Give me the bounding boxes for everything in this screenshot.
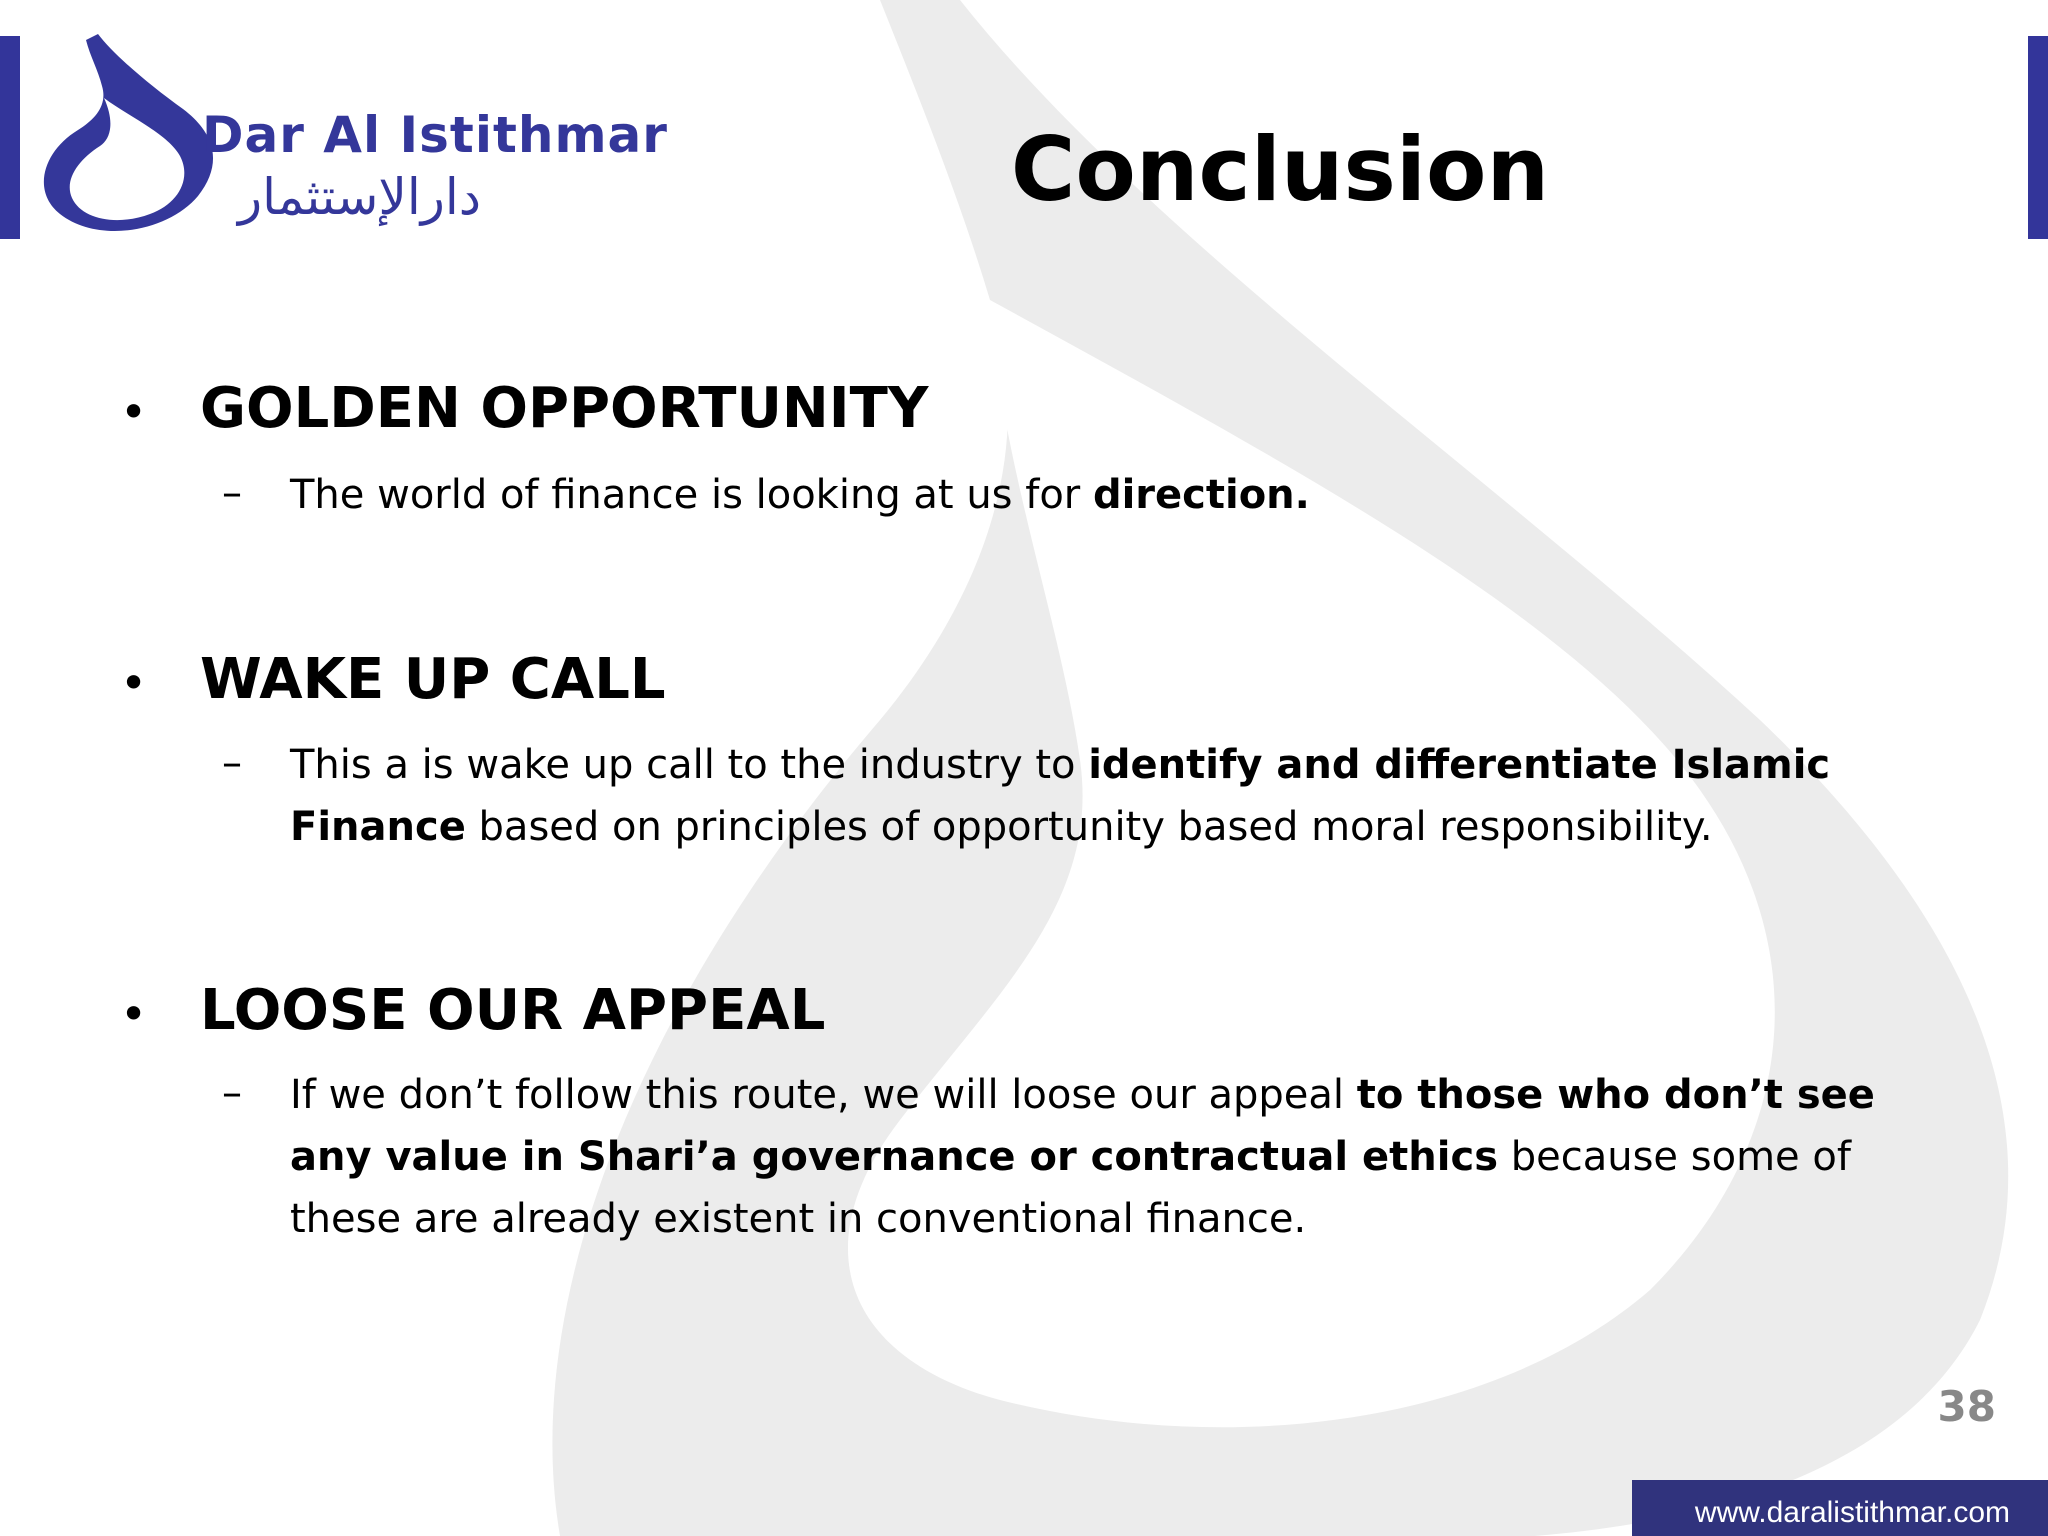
section-heading: WAKE UP CALL — [200, 647, 666, 712]
bullet-icon: • — [120, 385, 148, 439]
body-text: because some of these are already existent in conventional finance. — [290, 1134, 1851, 1242]
logo-name-english: Dar Al Istithmar — [202, 106, 668, 164]
body-text: If we don’t follow this route, we will loose our appeal — [290, 1072, 1357, 1118]
section-text — [290, 464, 1930, 526]
emphasis-text: identify and differentiate Islamic Finance — [290, 742, 1831, 850]
dash-icon: – — [222, 1070, 242, 1116]
footer-bar — [1632, 1480, 2048, 1536]
emphasis-text: to those who don’t see any value in Shari’a governance or contractual ethics — [290, 1072, 1875, 1180]
body-text: This a is wake up call to the industry to — [290, 742, 1089, 788]
body-text: The world of finance is looking at us for — [290, 472, 1093, 518]
section-heading: LOOSE OUR APPEAL — [200, 978, 826, 1043]
dash-icon: – — [222, 740, 242, 786]
bullet-icon: • — [120, 656, 148, 710]
page-number: 38 — [1937, 1382, 1996, 1431]
logo-name-arabic: دارالإستثمار — [238, 168, 482, 226]
section-text — [290, 1064, 1930, 1250]
bullet-icon: • — [120, 987, 148, 1041]
section-text — [290, 734, 1930, 858]
emphasis-text: direction. — [1092, 472, 1310, 518]
website-link[interactable]: www.daralistithmar.com — [1694, 1496, 2010, 1529]
section-heading: GOLDEN OPPORTUNITY — [200, 376, 929, 441]
dash-icon: – — [222, 470, 242, 516]
slide-title: Conclusion — [1010, 118, 1550, 221]
body-text: based on principles of opportunity based moral responsibility. — [465, 804, 1713, 850]
